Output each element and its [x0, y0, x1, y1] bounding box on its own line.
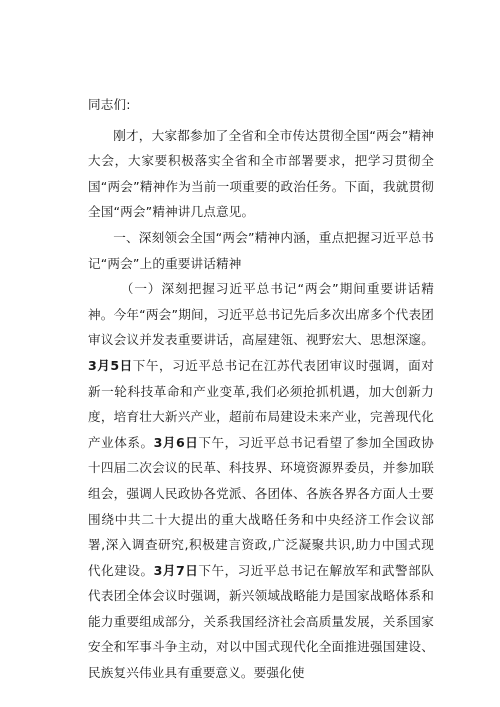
date-highlight-2: 3月6日 — [153, 434, 199, 450]
salutation: 同志们: — [88, 97, 131, 112]
subsection-paragraph — [88, 276, 434, 686]
date-highlight-1: 3月5日 — [88, 357, 133, 373]
subsection-text-2: 下午，习近平总书记在江苏代表团审议时强调，面对新一轮科技革命和产业变革,我们必须抢抓机遇，加大创新力度，培育壮大新兴产业，超前布局建设未来产业，完善现代化产业体系。 — [88, 357, 434, 450]
subsection-text-3: 下午，习近平总书记看望了参加全国政协十四届二次会议的民革、科技界、环境资源界委员，并参加联组会，强调人民政协各党派、各团体、各族各界各方面人士要围绕中共二十大提出的重大战略任务和中央经济工作会议部署,深入调查研究,积极建言资政,广泛凝聚共识,助力中国式现代化建设。 — [88, 434, 434, 578]
subsection-text-4: 下午，习近平总书记在解放军和武警部队代表团全体会议时强调，新兴领域战略能力是国家战略体系和能力重要组成部分，关系我国经济社会高质量发展，关系国家安全和军事斗争主动，对以中国式现代化全面推进强国建设、民族复兴伟业具有重要意义。要强化使 — [88, 562, 434, 681]
intro-paragraph: 刚才，大家都参加了全省和全市传达贯彻全国“两会”精神大会，大家要积极落实全省和全市部署要求，把学习贯彻全国“两会”精神作为当前一项重要的政治任务。下面，我就贯彻全国“两会”精神讲几点意见。 — [88, 127, 434, 220]
document-body — [88, 92, 434, 686]
subsection-text-1: （一）深刻把握习近平总书记“两会”期间重要讲话精神。今年“两会”期间，习近平总书记先后多次出席多个代表团审议会议并发表重要讲话，高屋建瓴、视野宏大、思想深邃。 — [88, 281, 434, 348]
section-heading: 一、深刻领会全国“两会”精神内涵，重点把握习近平总书记“两会”上的重要讲话精神 — [88, 229, 434, 271]
date-highlight-3: 3月7日 — [153, 562, 199, 578]
